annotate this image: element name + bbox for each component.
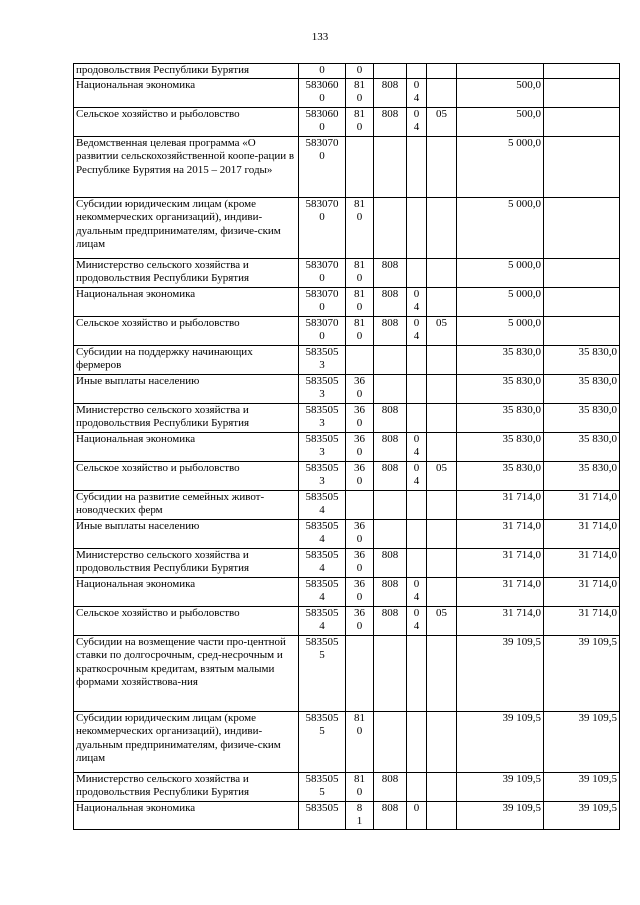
subsection-code-cell: 05	[427, 316, 457, 345]
table-row	[74, 78, 620, 107]
row-name-cell: Министерство сельского хозяйства и продовольствия Республики Бурятия	[74, 772, 299, 801]
subsection-code-cell	[427, 374, 457, 403]
sum-2016-cell: 5 000,0	[457, 287, 544, 316]
section-code-cell	[407, 197, 427, 258]
row-name-cell: Субсидии юридическим лицам (кроме некоммерческих организаций), индиви-дуальным предпринимателям, физиче-ским лицам	[74, 711, 299, 772]
sum-2017-cell	[544, 287, 620, 316]
ministry-code-cell: 808	[374, 801, 407, 829]
target-article-code-cell: 583505 5	[299, 635, 346, 711]
section-code-cell	[407, 345, 427, 374]
target-article-code-cell: 583070 0	[299, 136, 346, 197]
sum-2016-cell: 31 714,0	[457, 577, 544, 606]
ministry-code-cell: 808	[374, 258, 407, 287]
expense-type-code-cell: 81 0	[346, 107, 374, 136]
table-row	[74, 316, 620, 345]
sum-2017-cell	[544, 197, 620, 258]
subsection-code-cell	[427, 136, 457, 197]
table-row	[74, 345, 620, 374]
table-row	[74, 548, 620, 577]
expense-type-code-cell: 81 0	[346, 78, 374, 107]
table-row	[74, 403, 620, 432]
section-code-cell	[407, 64, 427, 79]
row-name-cell: Национальная экономика	[74, 287, 299, 316]
ministry-code-cell: 808	[374, 78, 407, 107]
ministry-code-cell: 808	[374, 461, 407, 490]
table-body	[74, 64, 620, 830]
sum-2016-cell: 5 000,0	[457, 197, 544, 258]
table-row	[74, 107, 620, 136]
sum-2017-cell	[544, 136, 620, 197]
budget-table	[73, 63, 620, 830]
sum-2016-cell: 5 000,0	[457, 136, 544, 197]
ministry-code-cell: 808	[374, 577, 407, 606]
sum-2016-cell: 39 109,5	[457, 635, 544, 711]
ministry-code-cell	[374, 136, 407, 197]
target-article-code-cell: 583060 0	[299, 78, 346, 107]
row-name-cell: продовольствия Республики Бурятия	[74, 64, 299, 79]
target-article-code-cell: 583505 3	[299, 345, 346, 374]
expense-type-code-cell	[346, 136, 374, 197]
expense-type-code-cell: 81 0	[346, 711, 374, 772]
table-row	[74, 64, 620, 79]
row-name-cell: Субсидии на поддержку начинающих фермеров	[74, 345, 299, 374]
section-code-cell	[407, 374, 427, 403]
section-code-cell: 0 4	[407, 287, 427, 316]
expense-type-code-cell: 36 0	[346, 606, 374, 635]
sum-2017-cell: 35 830,0	[544, 461, 620, 490]
sum-2016-cell: 35 830,0	[457, 345, 544, 374]
row-name-cell: Сельское хозяйство и рыболовство	[74, 461, 299, 490]
table-row	[74, 635, 620, 711]
row-name-cell: Сельское хозяйство и рыболовство	[74, 107, 299, 136]
section-code-cell: 0 4	[407, 577, 427, 606]
target-article-code-cell: 583505 5	[299, 711, 346, 772]
subsection-code-cell	[427, 635, 457, 711]
subsection-code-cell	[427, 403, 457, 432]
target-article-code-cell: 583505 5	[299, 772, 346, 801]
target-article-code-cell: 583070 0	[299, 287, 346, 316]
subsection-code-cell	[427, 258, 457, 287]
ministry-code-cell: 808	[374, 403, 407, 432]
target-article-code-cell: 583070 0	[299, 197, 346, 258]
table-row	[74, 287, 620, 316]
expense-type-code-cell: 36 0	[346, 461, 374, 490]
row-name-cell: Субсидии на возмещение части про-центной ставки по долгосрочным, сред-несрочным и краткосрочным кредитам, взятым малыми формами хозяйствова-ния	[74, 635, 299, 711]
expense-type-code-cell: 36 0	[346, 374, 374, 403]
target-article-code-cell: 583505 3	[299, 403, 346, 432]
table-row	[74, 801, 620, 829]
subsection-code-cell	[427, 64, 457, 79]
row-name-cell: Национальная экономика	[74, 577, 299, 606]
subsection-code-cell	[427, 772, 457, 801]
table-row	[74, 490, 620, 519]
section-code-cell	[407, 258, 427, 287]
expense-type-code-cell: 36 0	[346, 577, 374, 606]
table-row	[74, 577, 620, 606]
sum-2017-cell: 35 830,0	[544, 432, 620, 461]
expense-type-code-cell: 81 0	[346, 197, 374, 258]
target-article-code-cell: 583505 4	[299, 577, 346, 606]
ministry-code-cell	[374, 64, 407, 79]
row-name-cell: Ведомственная целевая программа «О развитии сельскохозяйственной коопе-рации в Республике Бурятия на 2015 – 2017 годы»	[74, 136, 299, 197]
expense-type-code-cell: 36 0	[346, 548, 374, 577]
row-name-cell: Национальная экономика	[74, 78, 299, 107]
page-number: 133	[311, 31, 329, 43]
table-row	[74, 374, 620, 403]
section-code-cell	[407, 548, 427, 577]
section-code-cell	[407, 490, 427, 519]
sum-2017-cell: 35 830,0	[544, 345, 620, 374]
expense-type-code-cell	[346, 345, 374, 374]
table-row	[74, 519, 620, 548]
section-code-cell: 0 4	[407, 432, 427, 461]
sum-2016-cell: 31 714,0	[457, 548, 544, 577]
row-name-cell: Субсидии юридическим лицам (кроме некоммерческих организаций), индиви-дуальным предпринимателям, физиче-ским лицам	[74, 197, 299, 258]
sum-2016-cell: 39 109,5	[457, 801, 544, 829]
target-article-code-cell: 583505 4	[299, 490, 346, 519]
section-code-cell: 0	[407, 801, 427, 829]
ministry-code-cell	[374, 490, 407, 519]
subsection-code-cell	[427, 287, 457, 316]
sum-2017-cell	[544, 258, 620, 287]
subsection-code-cell	[427, 490, 457, 519]
sum-2017-cell: 39 109,5	[544, 635, 620, 711]
row-name-cell: Министерство сельского хозяйства и продовольствия Республики Бурятия	[74, 258, 299, 287]
table-row	[74, 461, 620, 490]
target-article-code-cell: 583505 3	[299, 374, 346, 403]
row-name-cell: Сельское хозяйство и рыболовство	[74, 316, 299, 345]
sum-2016-cell: 31 714,0	[457, 519, 544, 548]
section-code-cell	[407, 711, 427, 772]
target-article-code-cell: 583070 0	[299, 316, 346, 345]
subsection-code-cell: 05	[427, 606, 457, 635]
expense-type-code-cell: 36 0	[346, 519, 374, 548]
ministry-code-cell	[374, 711, 407, 772]
table-row	[74, 606, 620, 635]
section-code-cell: 0 4	[407, 316, 427, 345]
sum-2017-cell: 31 714,0	[544, 606, 620, 635]
section-code-cell	[407, 772, 427, 801]
subsection-code-cell	[427, 345, 457, 374]
row-name-cell: Министерство сельского хозяйства и продовольствия Республики Бурятия	[74, 403, 299, 432]
sum-2017-cell: 39 109,5	[544, 801, 620, 829]
subsection-code-cell	[427, 432, 457, 461]
sum-2017-cell	[544, 107, 620, 136]
table-row	[74, 711, 620, 772]
sum-2016-cell: 39 109,5	[457, 772, 544, 801]
subsection-code-cell	[427, 801, 457, 829]
target-article-code-cell: 583505 4	[299, 519, 346, 548]
sum-2017-cell	[544, 316, 620, 345]
expense-type-code-cell: 81 0	[346, 316, 374, 345]
sum-2016-cell: 39 109,5	[457, 711, 544, 772]
target-article-code-cell: 0	[299, 64, 346, 79]
table-row	[74, 136, 620, 197]
row-name-cell: Иные выплаты населению	[74, 519, 299, 548]
ministry-code-cell	[374, 374, 407, 403]
ministry-code-cell: 808	[374, 548, 407, 577]
row-name-cell: Иные выплаты населению	[74, 374, 299, 403]
target-article-code-cell: 583070 0	[299, 258, 346, 287]
sum-2016-cell: 35 830,0	[457, 403, 544, 432]
ministry-code-cell: 808	[374, 432, 407, 461]
section-code-cell	[407, 519, 427, 548]
subsection-code-cell	[427, 78, 457, 107]
sum-2017-cell: 39 109,5	[544, 772, 620, 801]
target-article-code-cell: 583505 4	[299, 606, 346, 635]
ministry-code-cell	[374, 197, 407, 258]
sum-2016-cell: 5 000,0	[457, 258, 544, 287]
target-article-code-cell: 583505	[299, 801, 346, 829]
expense-type-code-cell: 81 0	[346, 287, 374, 316]
expense-type-code-cell: 36 0	[346, 403, 374, 432]
sum-2016-cell: 31 714,0	[457, 490, 544, 519]
sum-2016-cell: 5 000,0	[457, 316, 544, 345]
target-article-code-cell: 583505 3	[299, 461, 346, 490]
row-name-cell: Субсидии на развитие семейных живот-новодческих ферм	[74, 490, 299, 519]
section-code-cell	[407, 403, 427, 432]
sum-2016-cell: 35 830,0	[457, 461, 544, 490]
row-name-cell: Национальная экономика	[74, 801, 299, 829]
subsection-code-cell	[427, 197, 457, 258]
subsection-code-cell: 05	[427, 461, 457, 490]
section-code-cell: 0 4	[407, 78, 427, 107]
sum-2016-cell: 35 830,0	[457, 432, 544, 461]
subsection-code-cell: 05	[427, 107, 457, 136]
ministry-code-cell: 808	[374, 287, 407, 316]
expense-type-code-cell: 8 1	[346, 801, 374, 829]
expense-type-code-cell: 36 0	[346, 432, 374, 461]
sum-2016-cell: 31 714,0	[457, 606, 544, 635]
expense-type-code-cell: 0	[346, 64, 374, 79]
expense-type-code-cell: 81 0	[346, 258, 374, 287]
ministry-code-cell	[374, 635, 407, 711]
sum-2016-cell: 500,0	[457, 78, 544, 107]
table-row	[74, 197, 620, 258]
target-article-code-cell: 583505 4	[299, 548, 346, 577]
ministry-code-cell	[374, 519, 407, 548]
target-article-code-cell: 583060 0	[299, 107, 346, 136]
sum-2017-cell: 39 109,5	[544, 711, 620, 772]
sum-2016-cell	[457, 64, 544, 79]
subsection-code-cell	[427, 577, 457, 606]
sum-2017-cell: 31 714,0	[544, 519, 620, 548]
sum-2017-cell	[544, 64, 620, 79]
sum-2016-cell: 500,0	[457, 107, 544, 136]
row-name-cell: Сельское хозяйство и рыболовство	[74, 606, 299, 635]
ministry-code-cell: 808	[374, 107, 407, 136]
ministry-code-cell: 808	[374, 316, 407, 345]
sum-2016-cell: 35 830,0	[457, 374, 544, 403]
target-article-code-cell: 583505 3	[299, 432, 346, 461]
sum-2017-cell: 35 830,0	[544, 374, 620, 403]
section-code-cell: 0 4	[407, 606, 427, 635]
section-code-cell	[407, 136, 427, 197]
section-code-cell: 0 4	[407, 107, 427, 136]
sum-2017-cell: 35 830,0	[544, 403, 620, 432]
expense-type-code-cell	[346, 490, 374, 519]
expense-type-code-cell: 81 0	[346, 772, 374, 801]
row-name-cell: Национальная экономика	[74, 432, 299, 461]
ministry-code-cell: 808	[374, 772, 407, 801]
section-code-cell: 0 4	[407, 461, 427, 490]
table-row	[74, 772, 620, 801]
sum-2017-cell: 31 714,0	[544, 548, 620, 577]
row-name-cell: Министерство сельского хозяйства и продовольствия Республики Бурятия	[74, 548, 299, 577]
expense-type-code-cell	[346, 635, 374, 711]
sum-2017-cell: 31 714,0	[544, 490, 620, 519]
table-row	[74, 258, 620, 287]
sum-2017-cell: 31 714,0	[544, 577, 620, 606]
sum-2017-cell	[544, 78, 620, 107]
subsection-code-cell	[427, 548, 457, 577]
ministry-code-cell	[374, 345, 407, 374]
section-code-cell	[407, 635, 427, 711]
subsection-code-cell	[427, 519, 457, 548]
table-row	[74, 432, 620, 461]
ministry-code-cell: 808	[374, 606, 407, 635]
subsection-code-cell	[427, 711, 457, 772]
